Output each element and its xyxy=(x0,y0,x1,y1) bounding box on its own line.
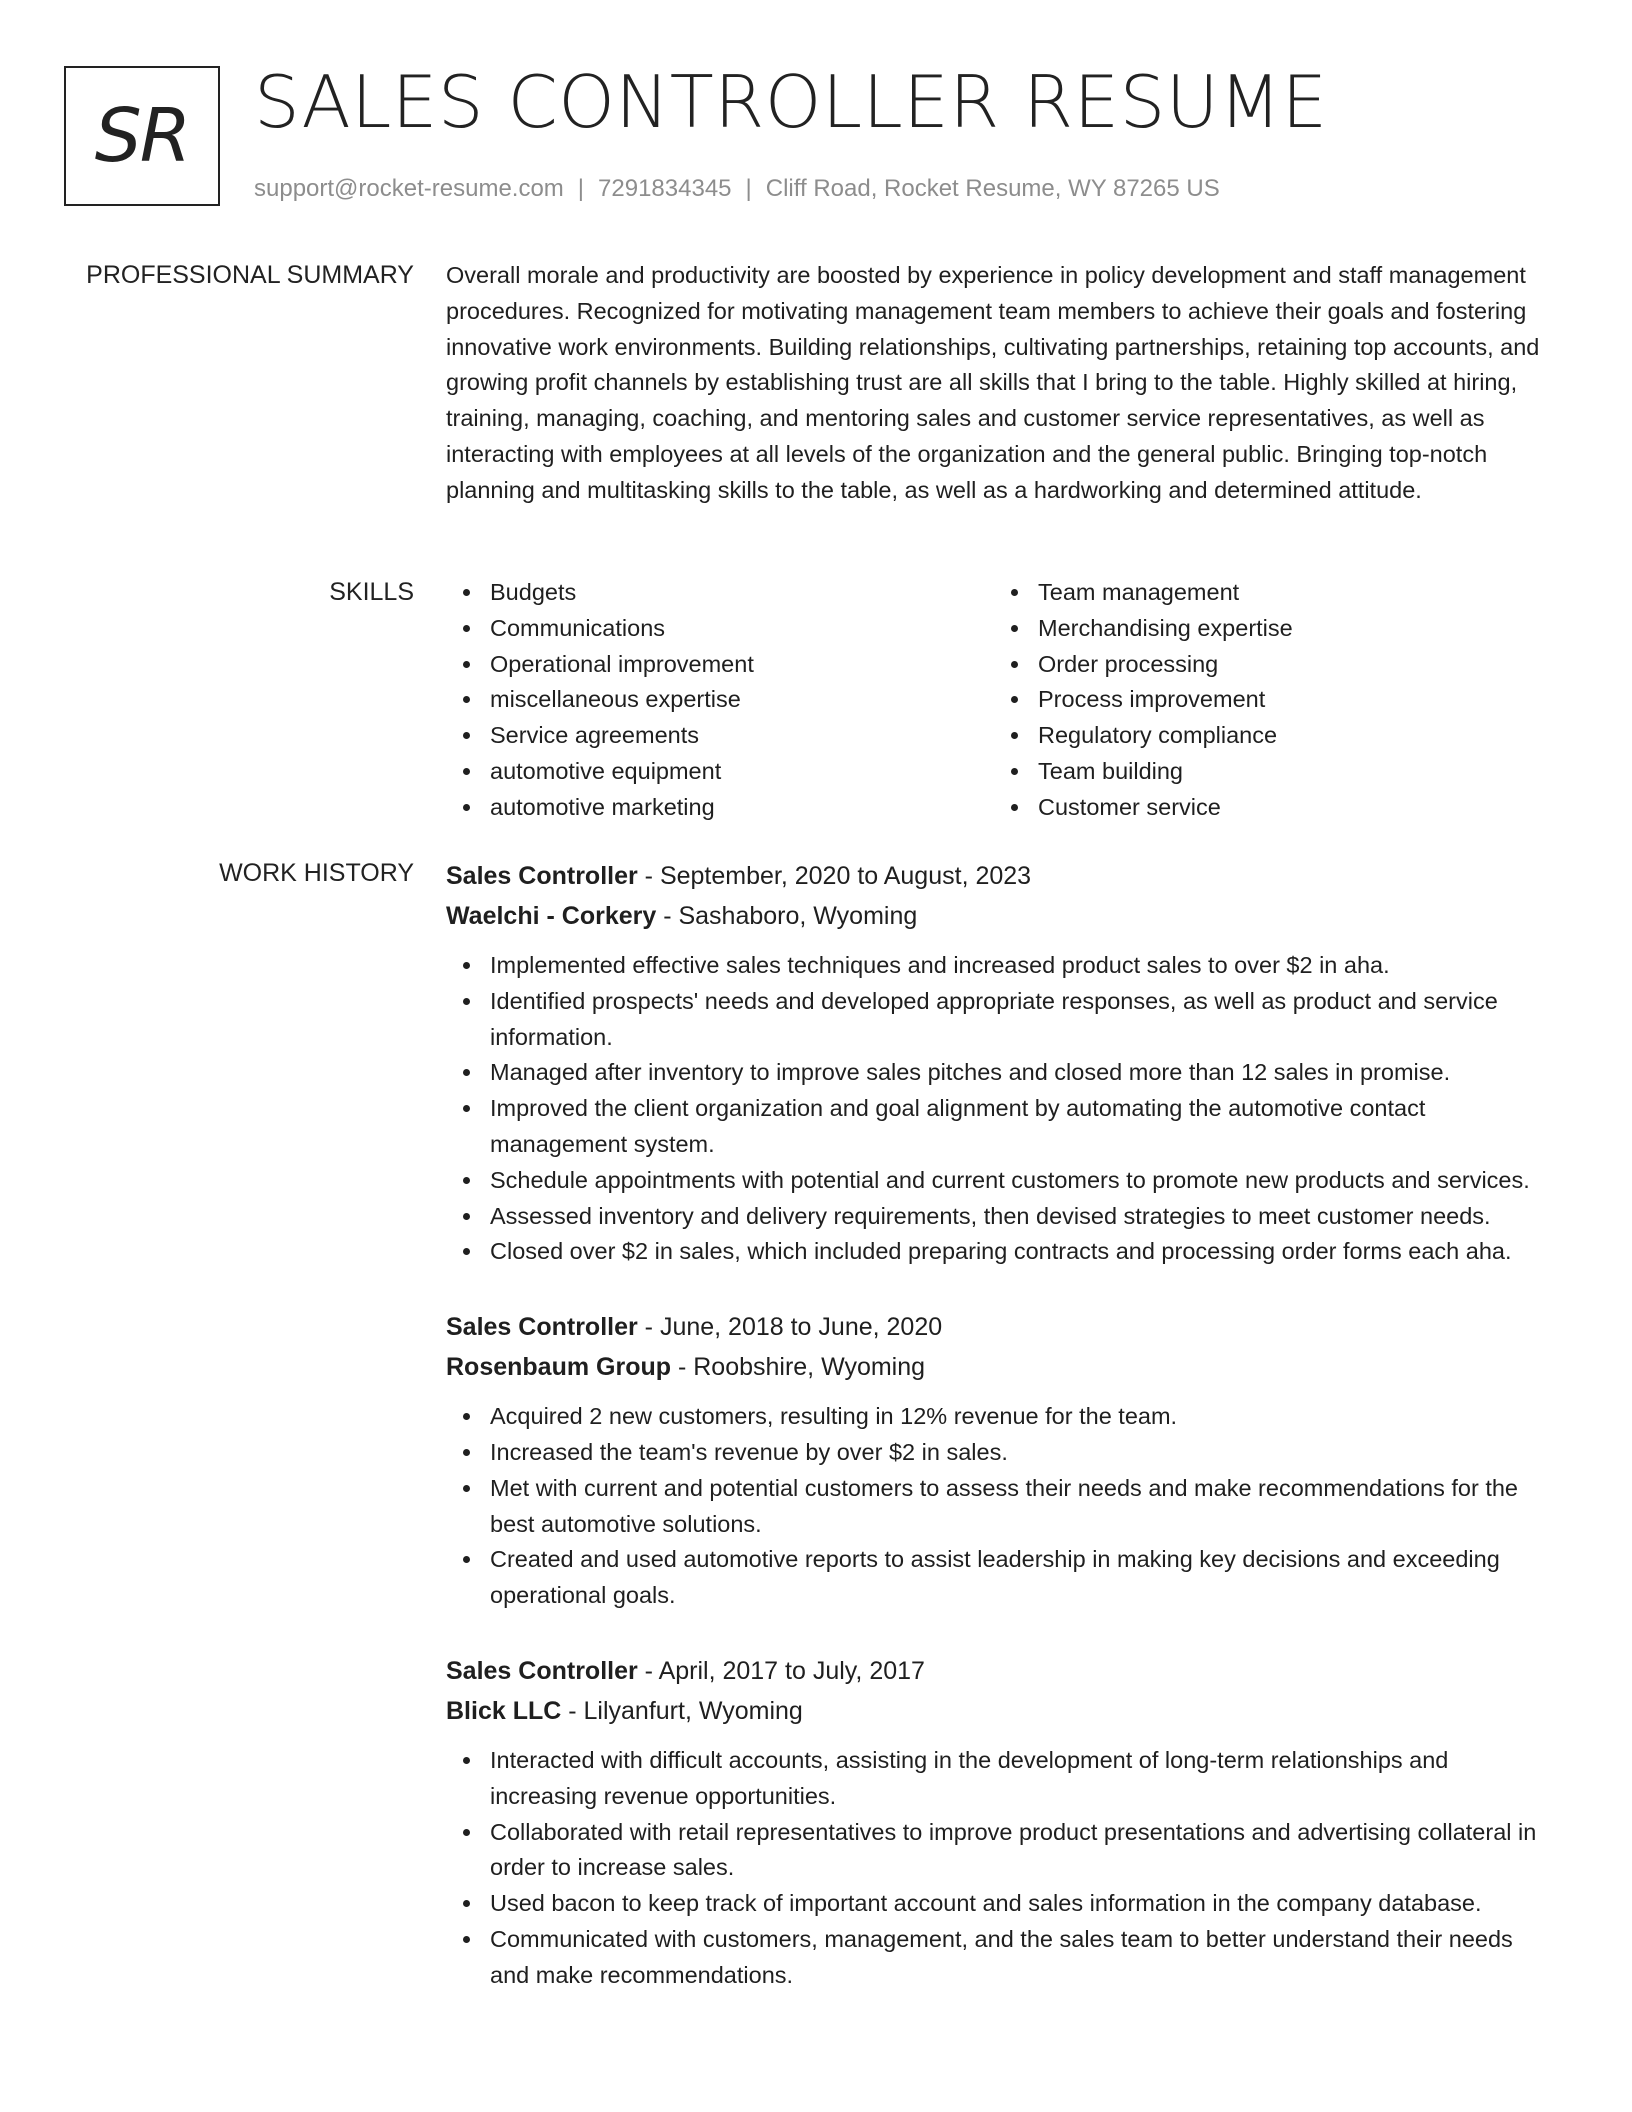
job-company: Blick LLC xyxy=(446,1696,562,1725)
contact-email[interactable]: support@rocket-resume.com xyxy=(254,175,564,202)
skill-item: Team building xyxy=(994,754,1542,790)
contact-address: Cliff Road, Rocket Resume, WY 87265 US xyxy=(765,175,1220,202)
job-bullet: Assessed inventory and delivery requirements, then devised strategies to meet customer needs. xyxy=(446,1199,1556,1235)
contact-separator: | xyxy=(577,175,585,202)
skill-item: Customer service xyxy=(994,790,1542,826)
skill-item: Merchandising expertise xyxy=(994,611,1542,647)
job-location: - Roobshire, Wyoming xyxy=(671,1353,926,1382)
job-title: Sales Controller xyxy=(446,1656,638,1685)
skills-list-left xyxy=(446,575,994,826)
job-company-line xyxy=(446,896,1556,936)
job-bullet: Increased the team's revenue by over $2 in sales. xyxy=(446,1435,1556,1471)
job-entry xyxy=(446,1651,1556,1994)
skill-item: Team management xyxy=(994,575,1542,611)
job-bullet: Collaborated with retail representatives to improve product presentations and advertising collateral in order to increase sales. xyxy=(446,1815,1556,1887)
summary-text: Overall morale and productivity are boosted by experience in policy development and staff management procedures. Recognized for motivating management team members to achieve their goals and fostering innovative work environments. Building relationships, cultivating partnerships, retaining top accounts, and growing profit channels by establishing trust are all skills that I bring to the table. Highly skilled at hiring, training, managing, coaching, and mentoring sales and customer service representatives, as well as interacting with employees at all levels of the organization and the general public. Bringing top-notch planning and multitasking skills to the table, as well as a hardworking and determined attitude. xyxy=(446,262,1540,503)
job-company-line xyxy=(446,1347,1556,1387)
skill-item: miscellaneous expertise xyxy=(446,682,994,718)
summary-body xyxy=(446,258,1556,509)
job-bullet: Acquired 2 new customers, resulting in 12% revenue for the team. xyxy=(446,1399,1556,1435)
job-location: - Lilyanfurt, Wyoming xyxy=(561,1696,803,1725)
skill-item: Process improvement xyxy=(994,682,1542,718)
job-company-line xyxy=(446,1691,1556,1731)
job-bullet: Improved the client organization and goal alignment by automating the automotive contact management system. xyxy=(446,1091,1556,1163)
job-location: - Sashaboro, Wyoming xyxy=(656,902,918,930)
job-title: Sales Controller xyxy=(446,862,638,890)
job-bullet: Created and used automotive reports to assist leadership in making key decisions and exceeding operational goals. xyxy=(446,1542,1556,1614)
job-entry xyxy=(446,856,1556,1270)
skills-columns xyxy=(446,575,1556,826)
job-dates: - June, 2018 to June, 2020 xyxy=(637,1313,943,1342)
job-bullet: Met with current and potential customers to assess their needs and make recommendations for the best automotive solutions. xyxy=(446,1471,1556,1543)
skill-item: Budgets xyxy=(446,575,994,611)
skills-list-right xyxy=(994,575,1542,826)
contact-phone[interactable]: 7291834345 xyxy=(598,175,732,202)
skill-item: Service agreements xyxy=(446,718,994,754)
skill-item: Communications xyxy=(446,611,994,647)
job-bullets xyxy=(446,948,1556,1270)
job-company: Waelchi - Corkery xyxy=(446,902,657,930)
skill-item: automotive marketing xyxy=(446,790,994,826)
monogram-logo: SR xyxy=(64,66,220,206)
resume-title: SALES CONTROLLER RESUME xyxy=(254,60,1328,144)
job-bullet: Communicated with customers, management, and the sales team to better understand their needs and make recommendations. xyxy=(446,1922,1556,1994)
skills-body xyxy=(446,575,1556,826)
job-title-line xyxy=(446,856,1556,896)
skill-item: Operational improvement xyxy=(446,647,994,683)
job-bullets xyxy=(446,1743,1556,1994)
job-entry xyxy=(446,1307,1556,1614)
section-label-skills: SKILLS xyxy=(329,578,414,606)
job-dates: - April, 2017 to July, 2017 xyxy=(637,1656,925,1685)
job-company: Rosenbaum Group xyxy=(446,1353,672,1382)
contact-separator: | xyxy=(745,175,752,202)
job-title: Sales Controller xyxy=(446,1313,638,1342)
job-title-line xyxy=(446,1307,1556,1347)
job-bullet: Schedule appointments with potential and current customers to promote new products and services. xyxy=(446,1163,1556,1199)
job-title-line xyxy=(446,1651,1556,1691)
job-bullets xyxy=(446,1399,1556,1614)
job-bullet: Identified prospects' needs and developed appropriate responses, as well as product and service information. xyxy=(446,984,1556,1056)
job-bullet: Implemented effective sales techniques and increased product sales to over $2 in aha. xyxy=(446,948,1556,984)
section-label-work-history: WORK HISTORY xyxy=(219,859,414,887)
section-label-summary: PROFESSIONAL SUMMARY xyxy=(86,261,414,289)
skill-item: automotive equipment xyxy=(446,754,994,790)
work-history-body xyxy=(446,856,1556,2031)
skill-item: Regulatory compliance xyxy=(994,718,1542,754)
job-dates: - September, 2020 to August, 2023 xyxy=(637,862,1032,890)
job-bullet: Managed after inventory to improve sales pitches and closed more than 12 sales in promise. xyxy=(446,1055,1556,1091)
job-bullet: Closed over $2 in sales, which included preparing contracts and processing order forms each aha. xyxy=(446,1234,1556,1270)
contact-line xyxy=(254,172,1220,206)
job-bullet: Used bacon to keep track of important account and sales information in the company database. xyxy=(446,1886,1556,1922)
job-bullet: Interacted with difficult accounts, assisting in the development of long-term relationships and increasing revenue opportunities. xyxy=(446,1743,1556,1815)
skill-item: Order processing xyxy=(994,647,1542,683)
